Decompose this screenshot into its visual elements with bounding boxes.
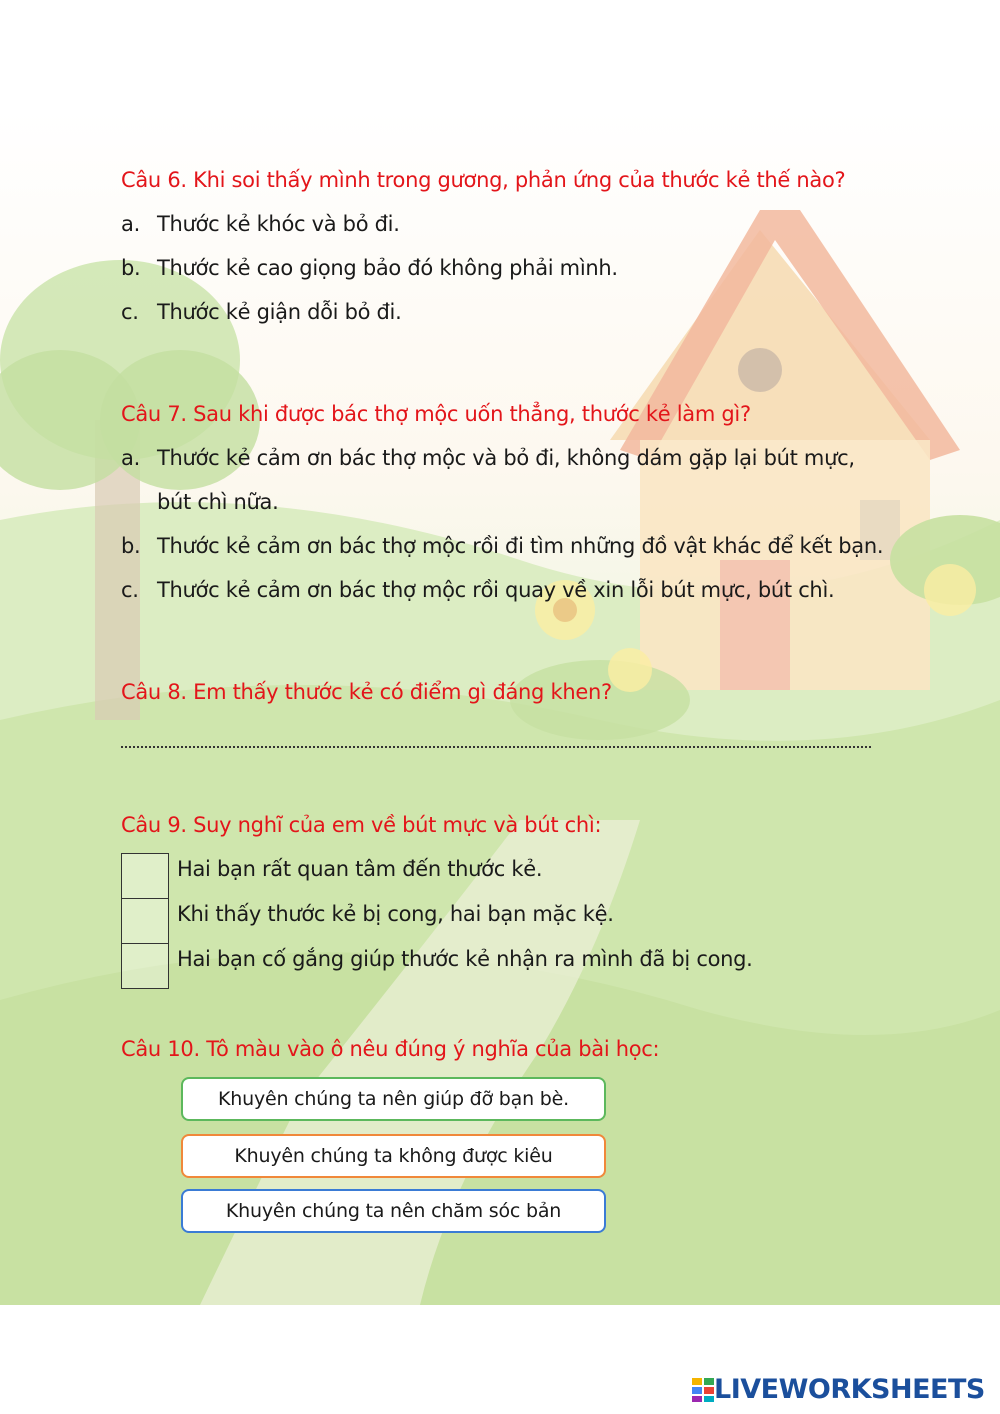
option-text: Thước kẻ cảm ơn bác thợ mộc và bỏ đi, không dám gặp lại bút mực, xyxy=(157,446,855,470)
option-letter: a. xyxy=(121,212,140,236)
q6-option-c[interactable] xyxy=(121,300,401,324)
question-10-title: Câu 10. Tô màu vào ô nêu đúng ý nghĩa của bài học: xyxy=(121,1037,660,1061)
option-letter: a. xyxy=(121,446,140,470)
choice-text-3: Hai bạn cố gắng giúp thước kẻ nhận ra mình đã bị cong. xyxy=(177,947,753,971)
question-6-title: Câu 6. Khi soi thấy mình trong gương, phản ứng của thước kẻ thế nào? xyxy=(121,168,846,192)
option-text: Thước kẻ khóc và bỏ đi. xyxy=(157,212,400,236)
liveworksheets-logo xyxy=(692,1374,985,1405)
meaning-option-1[interactable]: Khuyên chúng ta nên giúp đỡ bạn bè. xyxy=(181,1077,606,1121)
q6-option-a[interactable] xyxy=(121,212,400,236)
checkbox-3[interactable] xyxy=(121,943,169,989)
option-text: Thước kẻ cảm ơn bác thợ mộc rồi quay về xin lỗi bút mực, bút chì. xyxy=(157,578,835,602)
meaning-option-2[interactable]: Khuyên chúng ta không được kiêu xyxy=(181,1134,606,1178)
question-7-title: Câu 7. Sau khi được bác thợ mộc uốn thẳng, thước kẻ làm gì? xyxy=(121,402,751,426)
q6-option-b[interactable] xyxy=(121,256,618,280)
meaning-option-3[interactable]: Khuyên chúng ta nên chăm sóc bản xyxy=(181,1189,606,1233)
checkbox-1[interactable] xyxy=(121,853,169,899)
option-text: Thước kẻ giận dỗi bỏ đi. xyxy=(157,300,402,324)
q7-option-a[interactable] xyxy=(121,446,855,470)
option-text: Thước kẻ cao giọng bảo đó không phải mình. xyxy=(157,256,618,280)
question-8-title: Câu 8. Em thấy thước kẻ có điểm gì đáng khen? xyxy=(121,680,612,704)
q7-option-a-continued: bút chì nữa. xyxy=(157,490,279,514)
checkbox-2[interactable] xyxy=(121,898,169,944)
logo-icon xyxy=(692,1378,714,1402)
q7-option-b[interactable] xyxy=(121,534,883,558)
option-letter: c. xyxy=(121,578,139,602)
option-letter: b. xyxy=(121,534,141,558)
q7-option-c[interactable] xyxy=(121,578,834,602)
answer-line[interactable] xyxy=(121,726,871,748)
choice-text-2: Khi thấy thước kẻ bị cong, hai bạn mặc kệ. xyxy=(177,902,614,926)
option-letter: c. xyxy=(121,300,139,324)
logo-text: LIVEWORKSHEETS xyxy=(714,1374,985,1405)
choice-text-1: Hai bạn rất quan tâm đến thước kẻ. xyxy=(177,857,543,881)
option-letter: b. xyxy=(121,256,141,280)
option-text: Thước kẻ cảm ơn bác thợ mộc rồi đi tìm những đồ vật khác để kết bạn. xyxy=(157,534,884,558)
question-9-title: Câu 9. Suy nghĩ của em về bút mực và bút chì: xyxy=(121,813,602,837)
